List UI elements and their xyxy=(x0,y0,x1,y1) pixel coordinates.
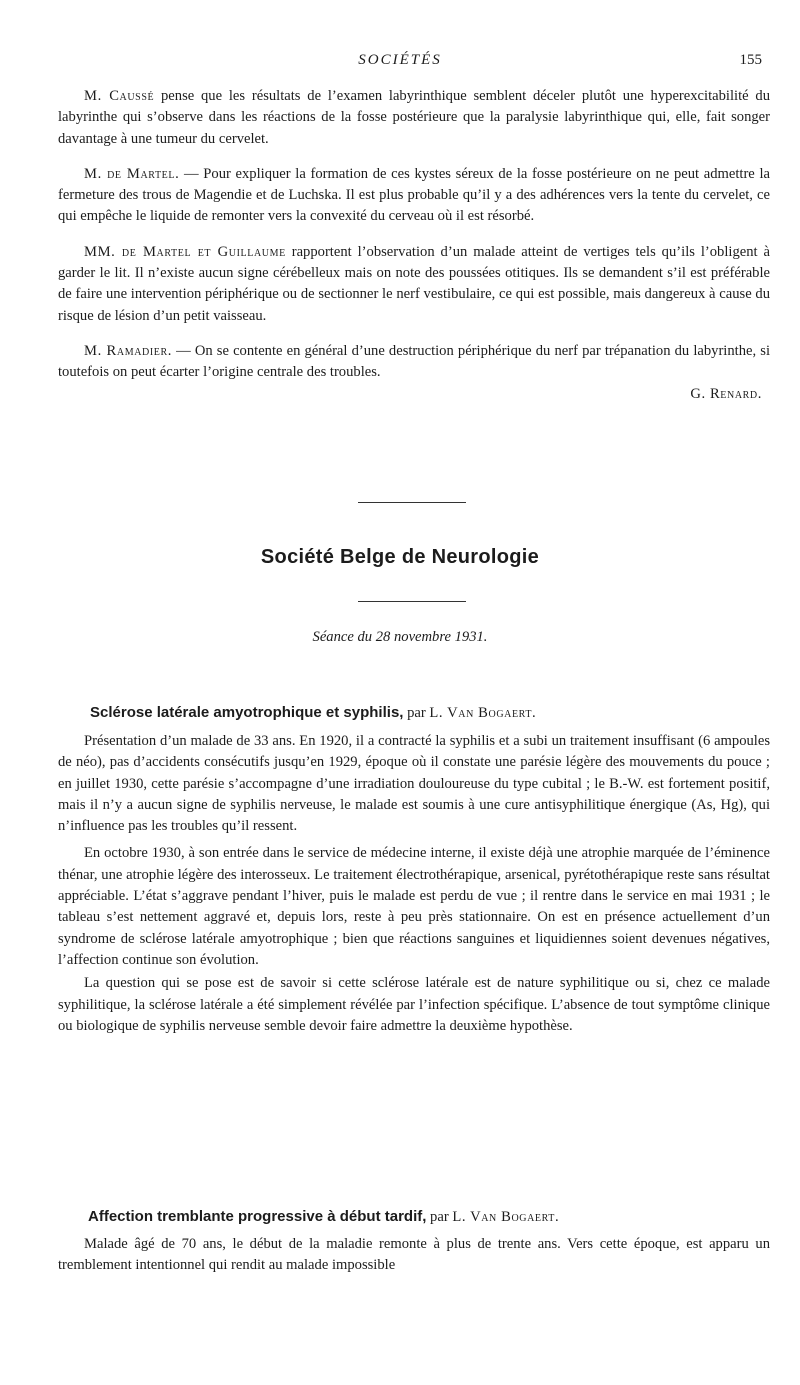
byline: par xyxy=(403,705,430,721)
article-title: Affection tremblante progressive à début tardif, xyxy=(88,1208,427,1225)
running-title: SOCIÉTÉS xyxy=(358,52,442,68)
paragraph-text: — On se contente en général d’une destruction périphérique du nerf par trépanation du labyrinthe, si toutefois on peut écarter l’origine centrale des troubles. xyxy=(58,342,770,381)
paragraph-text: rapportent l’observation d’un malade atteint de vertiges tels qu’ils l’obligent à garder le lit. Il n’existe aucun signe cérébelleux mais on note des poussées otitiques. Ils se demandent s’il est préférable de faire une intervention périphérique ou de sectionner le nerf vestibulaire, ce qui est possible, mais dangereux à cause du risque de lésion d’un petit vaisseau. xyxy=(58,243,770,324)
paragraph: La question qui se pose est de savoir si cette sclérose latérale est de nature syphilitique ou si, chez ce malade syphilitique, la sclérose latérale a été simplement révélée par l’infection spécifique. L’absence de tout symptôme clinique ou biologique de syphilis nerveuse semble devoir faire admettre la deuxième hypothèse. xyxy=(58,975,770,1034)
speaker-name: M. Ramadier. xyxy=(84,342,172,359)
discussion-section xyxy=(58,86,770,405)
article-tremor xyxy=(58,1206,770,1277)
speaker-name: M. de Martel. xyxy=(84,165,180,182)
paragraph-text: pense que les résultats de l’examen labyrinthique semblent déceler plutôt une hyperexcitabilité du labyrinthe qui s’observe dans les réactions de la fosse postérieure que la paralysie labyrinthique qui, elle, fait songer davantage à une tumeur du cervelet. xyxy=(58,88,770,147)
section-divider xyxy=(358,601,466,602)
author-name: L. Van Bogaert. xyxy=(429,705,537,721)
society-title: Société Belge de Neurologie xyxy=(260,546,540,568)
paragraph: Malade âgé de 70 ans, le début de la maladie remonte à plus de trente ans. Vers cette époque, est apparu un tremblement intentionnel qui rendit au malade impossible xyxy=(58,1236,770,1274)
paragraph-causse xyxy=(58,86,770,150)
article-heading xyxy=(58,702,770,724)
author-name: L. Van Bogaert. xyxy=(452,1209,560,1225)
running-header xyxy=(0,52,800,74)
signature: G. Renard. xyxy=(690,385,762,402)
section-divider xyxy=(358,502,466,503)
article-heading xyxy=(58,1206,770,1228)
paragraph-de-martel xyxy=(58,164,770,228)
page-number: 155 xyxy=(739,52,762,68)
article-title: Sclérose latérale amyotrophique et syphilis, xyxy=(90,704,404,721)
speaker-name: MM. de Martel et Guillaume xyxy=(84,243,286,260)
paragraph-ramadier xyxy=(58,341,770,384)
article-als-syphilis xyxy=(58,702,770,1037)
paragraph-de-martel-guillaume xyxy=(58,242,770,327)
speaker-name: M. Caussé xyxy=(84,88,155,104)
byline: par xyxy=(426,1209,453,1225)
paragraph: En octobre 1930, à son entrée dans le service de médecine interne, il existe déjà une atrophie marquée de l’éminence thénar, une atrophie légère des interosseux. Le traitement électrothérapique, arsenical, pyrétothérapique reste sans résultat appréciable. L’état s’aggrave pendant l’hiver, puis le malade est perdu de vue ; il rentre dans le service en mai 1931 ; le tableau s’est nettement aggravé et, depuis lors, reste à peu près stationnaire. On est en présence actuellement d’un syndrome de sclérose latérale amyotrophique ; bien que réactions sanguines et liquidiennes soient devenues négatives, l’affection continue son évolution. xyxy=(58,845,770,968)
paragraph: Présentation d’un malade de 33 ans. En 1920, il a contracté la syphilis et a subi un traitement insuffisant (6 ampoules de néo), pas d’accidents consécutifs jusqu’en 1929, époque où il constate une parésie légère des mouvements du pouce ; en juillet 1930, cette parésie s’accompagne d’une irradiation douloureuse du type cubital ; le B.-W. est fortement positif, mais il n’y a aucun signe de syphilis nerveuse, le malade est soumis à une cure antisyphilitique énergique (As, Hg), qui n’influence pas les troubles qu’il ressent. xyxy=(58,733,770,835)
paragraph-text: — Pour expliquer la formation de ces kystes séreux de la fosse postérieure on ne peut admettre la fermeture des trous de Magendie et de Luchska. Il est plus probable qu’il y a des adhérences vers la tente du cervelet, ce qui empêche le liquide de remonter vers la convexité du cerveau où il est résorbé. xyxy=(58,165,770,225)
seance-date: Séance du 28 novembre 1931. xyxy=(312,629,488,645)
